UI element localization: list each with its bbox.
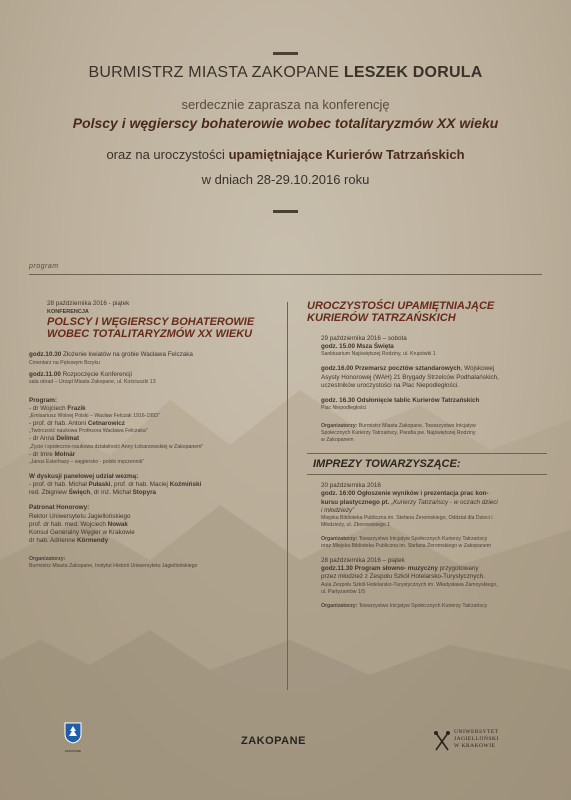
speaker-4-name: Molnár [54,450,76,458]
panel-heading: W dyskusji panelowej udział wezmą: [29,472,139,480]
ceremony-column [307,300,552,610]
speaker-1-name: Frazik [67,405,86,413]
ceremony-line [0,147,571,162]
speaker-2-pre: - prof. dr hab. Antoni [29,420,87,428]
panel-1-name2: Koźmiński [169,481,202,489]
cer-org-l3: w Zakopanem [321,437,354,444]
events-title: IMPREZY TOWARZYSZĄCE: [313,458,461,471]
patron-2-name: Nowak [107,520,128,528]
ev1-place-2: Młodzieży, ul. Zborowskiego 1 [321,522,391,529]
crest-caption: ZAKOPANE [64,749,82,753]
conf-event-1 [29,351,284,359]
panel-1-mid: , prof. dr hab. Maciej [110,481,168,489]
speaker-4 [29,451,284,459]
ev2-org-text: Towarzystwo Inicjatyw Społecznych Kurierzy Tatrzańscy [358,602,488,609]
panel-line-1 [29,481,284,489]
program-heading: Program: [29,396,57,404]
panel-1-name: Pułaski [88,481,111,489]
speaker-3 [29,435,284,443]
cer-e1-text: Msza Święta [356,343,394,351]
conf-e2-text: Rozpoczęcie Konferencji [62,370,132,378]
program-rule [29,274,542,275]
conf-e2-time: godz.11.00 [29,370,61,378]
ceremony-date: 29 października 2016 – sobota [321,335,407,342]
speaker-1-topic: „Emisariusz Wolnej Polski – Wacław Felczak 1916-1993” [29,413,160,420]
ev1-l2-italic: „Kurierzy Tatrzańscy - w oczach dzieci [390,498,498,506]
conf-e1-text: Złożenie kwiatów na grobie Wacława Felczaka [62,351,193,359]
invite-line: serdecznie zaprasza na konferencję [181,97,390,112]
ev1-org [307,536,552,543]
ev2-l1-rest: przygotowany [439,565,479,573]
cer-event-2 [307,365,552,373]
cer-event-3 [307,397,552,405]
patron-2 [29,521,284,529]
uj-line-2: JAGIELLOŃSKI [454,736,499,742]
ev1-l1: godz. 16:00 Ogłoszenie wyników i prezentacja prac kon- [321,490,489,498]
crossed-sceptres-icon [433,730,451,752]
cer-org-label: Organizatorzy: [321,423,358,430]
panel-2-name2: Stopyra [132,489,157,497]
speaker-1-pre: - dr Wojciech [29,405,66,413]
speaker-4-topic: „Janos Esterhazy – węgiersko - polski męczennik” [29,458,145,465]
ev1-date: 20 października 2016 [321,482,381,490]
conference-title: Polscy i węgierscy bohaterowie wobec totalitaryzmów XX wieku [72,115,499,131]
ceremony-title-1: UROCZYSTOŚCI UPAMIĘTNIAJĄCE [307,300,495,312]
conf-e1-time: godz.10.30 [29,351,62,359]
zakopane-crest-icon [64,722,82,744]
ev2-org-label: Organizatorzy: [321,602,358,609]
organizer-prefix: BURMISTRZ MIASTA ZAKOPANE [88,64,340,81]
cer-event-1 [307,343,552,351]
ev2-line-2: przez młodzież z Zespołu Szkół Hotelarsko-Turystycznych. [321,573,485,581]
cer-e2-line-3: uczestników uroczystości na Plac Niepodległości. [321,381,459,389]
speaker-4-pre: - dr Imre [29,450,53,458]
patron-2-pre: prof. dr hab. med. Wojciech [29,520,106,528]
zakopane-crest [64,722,82,753]
panel-1-pre: - prof. dr hab. Michał [29,481,87,489]
uj-line-3: W KRAKOWIE [454,743,496,749]
mid-ornament-bar [273,210,298,213]
zakopane-wordmark: ZAKOPANE [241,735,306,747]
speaker-3-topic: „Życie i społeczno-naukowa działalność Anny Łobarzewskiej w Zakopanem” [29,443,204,450]
left-org-text: Burmistrz Miasta Zakopane, Instytut Historii Uniwersytetu Jagiellońskiego [29,563,198,570]
ev1-line-3 [307,507,552,515]
ev1-org-l2: oraz Miejska Biblioteka Publiczna im. Stefana Żeromskiego w Zakopanem [321,543,492,550]
conf-kind: KONFERENCJA [47,309,89,316]
patron-3: Konsul Generalny Węgier w Krakowie [29,529,135,537]
cer-e3-bold: godz. 16.30 Odsłonięcie tablic Kurierów Tatrzańskich [321,397,480,405]
cer-e3-place: Plac Niepodległości [321,405,367,412]
ev1-line-2 [307,499,552,507]
cer-e2-bold: godz.16.00 Przemarsz pocztów sztandarowych [321,365,461,373]
cer-e1-time: godz. 15.00 [321,343,355,351]
speaker-1 [29,405,284,413]
ceremony-bold: upamiętniające Kurierów Tatrzańskich [228,147,465,162]
panel-line-2 [29,489,284,497]
cer-e2-line-2: Asysty Honorowej (WAH) 21 Brygady Strzelców Podhalańskich, [321,373,499,381]
cer-org-l2: Społecznych Kurierzy Tatrzańscy, Parafia pw. Najświętszej Rodziny [321,430,476,437]
ev1-l3-italic: i młodzieży” [321,506,355,514]
speaker-3-name: Delimat [56,435,80,443]
speaker-2-topic: „Twórczość naukowa Profesora Wacława Felczaka” [29,428,148,435]
conf-event-2 [29,371,284,379]
column-divider [287,302,288,690]
ev1-l2-bold: kursu plastycznego pt. [321,498,390,506]
patron-4-pre: dr hab. Adrienne [29,537,76,545]
patron-4 [29,537,284,545]
left-org-heading: Organizatorzy: [29,556,66,563]
uj-line-1: UNIWERSYTET [454,729,499,735]
ev2-date: 28 października 2016 – piątek [321,557,405,565]
uj-wordmark [454,729,534,750]
conf-title-1: POLSCY I WĘGIERSCY BOHATEROWIE [47,316,255,329]
patron-heading: Patronat Honorowy: [29,504,90,512]
conf-e2-place: sala obrad – Urząd Miasta Zakopane, ul. Kościuszki 13 [29,378,156,385]
cer-e1-place: Sanktuarium Najświętszej Rodziny, ul. Krupówki 1 [321,351,436,358]
patron-1: Rektor Uniwersytetu Jagiellońskiego [29,512,131,520]
events-rule-top [307,453,547,454]
speaker-2 [29,420,284,428]
ceremony-title-2: KURIERÓW TATRZAŃSKICH [307,312,456,324]
patron-4-name: Körmendy [76,537,109,545]
conference-column [29,300,284,570]
ev2-place-2: ul. Partyzantów 1/5 [321,588,366,595]
speaker-3-pre: - dr Anna [29,435,55,443]
panel-2-pre: red. Zbigniew [29,489,67,497]
panel-2-name: Święch [68,489,91,497]
ceremony-prefix: oraz na uroczystości [106,147,225,162]
events-rule-bottom [307,474,547,475]
ev2-line-1 [307,565,552,573]
cer-e2-rest: , Wojskowej [460,365,495,373]
speaker-2-name: Cetnarowicz [87,420,125,428]
top-ornament-bar [273,52,298,55]
conf-e1-place: Cmentarz na Pękowym Brzyku [29,359,100,366]
event-dates: w dniach 28-29.10.2016 roku [201,172,370,187]
cer-org [307,423,552,430]
conf-title-2: WOBEC TOTALITARYZMÓW XX WIEKU [47,328,253,341]
ev1-org-label: Organizatorzy: [321,536,358,543]
cer-org-l1: Burmistrz Miasta Zakopane, Towarzystwo Inicjatyw [358,423,476,430]
ev2-org [307,603,552,610]
ev2-place-1: Aula Zespołu Szkół Hotelarsko-Turystycznych im. Władysława Zamoyskiego, [321,581,498,588]
program-label: program [29,263,59,270]
organizer-line [0,64,571,82]
ev1-place-1: Miejska Biblioteka Publiczna im. Stefana Żeromskiego, Oddział dla Dzieci i [321,515,493,522]
ev1-line-1 [307,490,552,498]
ev2-l1-bold: godz.11.30 Program słowno- muzyczny [321,565,438,573]
ev1-org-l1: Towarzystwo Inicjatyw Społecznych Kurierzy Tatrzańscy [358,536,488,543]
panel-2-mid: , dr inż. Michał [90,489,131,497]
organizer-name: LESZEK DORULA [343,64,483,81]
conf-date: 28 października 2016 - piątek [47,300,130,307]
